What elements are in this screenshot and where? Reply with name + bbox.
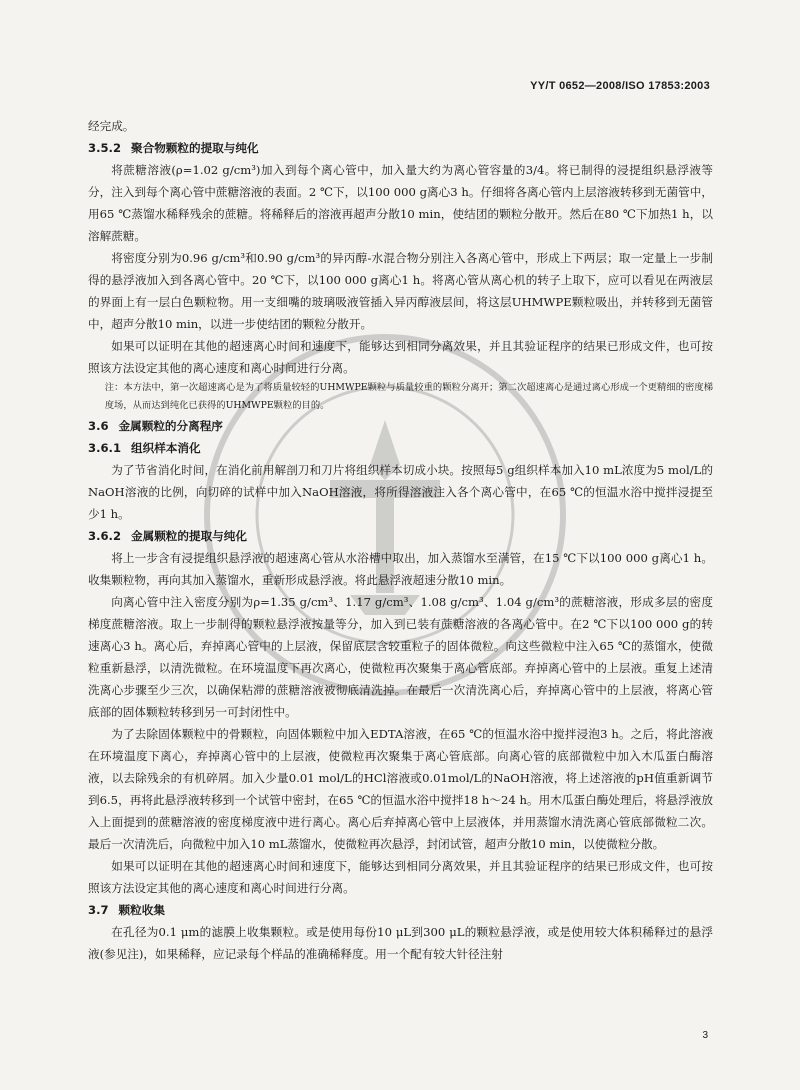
paragraph: 将上一步含有浸提组织悬浮液的超速离心管从水浴槽中取出，加入蒸馏水至满管，在15 ℃下以100 000 g离心1 h。收集颗粒物，再向其加入蒸馏水，重新形成悬浮液。将此悬浮液超速分散10 min。 [88, 551, 713, 587]
paragraph: 将蔗糖溶液(ρ=1.02 g/cm³)加入到每个离心管中，加入量大约为离心管容量的3/4。将已制得的浸提组织悬浮液等分，注入到每个离心管中蔗糖溶液的表面。2 ℃下，以100 000 g离心3 h。仔细将各离心管内上层溶液转移到无菌管中，用65 ℃蒸馏水稀释残余的蔗糖。将稀释后的溶液再超声分散10 min，使结团的颗粒分散开。然后在80 ℃下加热1 h，以溶解蔗糖。 [88, 163, 713, 243]
paragraph: 将密度分别为0.96 g/cm³和0.90 g/cm³的异丙醇-水混合物分别注入各离心管中，形成上下两层；取一定量上一步制得的悬浮液加入到各离心管中。20 ℃下，以100 000 g离心1 h。将离心管从离心机的转子上取下，应可以看见在两液层的界面上有一层白色颗粒物。用一支细嘴的玻璃吸液管插入异丙醇液层间，将这层UHMWPE颗粒吸出，并转移到无菌管中，超声分散10 min，以进一步使结团的颗粒分散开。 [88, 251, 713, 331]
section-number: 3.7 [88, 903, 109, 917]
section-title: 聚合物颗粒的提取与纯化 [131, 141, 259, 155]
section-number: 3.6 [88, 419, 109, 433]
section-heading-3-6-2 [88, 525, 713, 547]
section-title: 金属颗粒的分离程序 [118, 419, 223, 433]
section-heading-3-5-2 [88, 137, 713, 159]
paragraph: 如果可以证明在其他的超速离心时间和速度下，能够达到相同分离效果，并且其验证程序的结果已形成文件，也可按照该方法设定其他的离心速度和离心时间进行分离。 [88, 339, 713, 375]
section-number: 3.5.2 [88, 141, 122, 155]
section-number: 3.6.1 [88, 441, 122, 455]
section-heading-3-7 [88, 899, 713, 921]
paragraph: 为了节省消化时间，在消化前用解剖刀和刀片将组织样本切成小块。按照每5 g组织样本加入10 mL浓度为5 mol/L的NaOH溶液的比例，向切碎的试样中加入NaOH溶液，将所得溶液注入各个离心管中，在65 ℃的恒温水浴中搅拌浸提至少1 h。 [88, 463, 713, 521]
section-title: 组织样本消化 [131, 441, 201, 455]
paragraph: 向离心管中注入密度分别为ρ=1.35 g/cm³、1.17 g/cm³、1.08 g/cm³、1.04 g/cm³的蔗糖溶液，形成多层的密度梯度蔗糖溶液。取上一步制得的颗粒悬浮液按量等分，加入到已装有蔗糖溶液的各离心管中。在2 ℃下以100 000 g的转速离心3 h。离心后，弃掉离心管中的上层液，保留底层含较重粒子的固体微粒。向这些微粒中注入65 ℃的蒸馏水，使微粒重新悬浮，以清洗微粒。在环境温度下再次离心，使微粒再次聚集于离心管底部。弃掉离心管中的上层液。重复上述清洗离心步骤至少三次，以确保粘滞的蔗糖溶液被彻底清洗掉。在最后一次清洗离心后，弃掉离心管中的上层液，将离心管底部的固体颗粒转移到另一可封闭性中。 [88, 595, 713, 719]
paragraph: 为了去除固体颗粒中的骨颗粒，向固体颗粒中加入EDTA溶液，在65 ℃的恒温水浴中搅拌浸泡3 h。之后，将此溶液在环境温度下离心，弃掉离心管中的上层液，使微粒再次聚集于离心管底部。向离心管的底部微粒中加入木瓜蛋白酶溶液，以去除残余的有机碎屑。加入少量0.01 mol/L的HCl溶液或0.01mol/L的NaOH溶液，将上述溶液的pH值重新调节到6.5，再将此悬浮液转移到一个试管中密封，在65 ℃的恒温水浴中搅拌18 h～24 h。用木瓜蛋白酶处理后，将悬浮液放入上面提到的蔗糖溶液的密度梯度液中进行离心。离心后弃掉离心管中上层液体，并用蒸馏水清洗离心管底部微粒二次。最后一次清洗后，向微粒中加入10 mL蒸馏水，使微粒再次悬浮，封闭试管，超声分散10 min，以使微粒分散。 [88, 727, 713, 851]
section-title: 金属颗粒的提取与纯化 [131, 529, 247, 543]
page-number: 3 [702, 1030, 708, 1041]
standard-code-header: YY/T 0652—2008/ISO 17853:2003 [530, 80, 710, 92]
continuation-text: 经完成。 [88, 119, 135, 133]
paragraph: 如果可以证明在其他的超速离心时间和速度下，能够达到相同分离效果，并且其验证程序的结果已形成文件，也可按照该方法设定其他的离心速度和离心时间进行分离。 [88, 859, 713, 895]
section-heading-3-6 [88, 415, 713, 437]
document-body [88, 115, 713, 965]
section-number: 3.6.2 [88, 529, 122, 543]
note: 注：本方法中，第一次超速离心是为了将质量较轻的UHMWPE颗粒与质量较重的颗粒分离开；第二次超速离心是通过离心形成一个更精细的密度梯度场，从而达到纯化已获得的UHMWPE颗粒的目的。 [104, 382, 713, 411]
paragraph: 在孔径为0.1 μm的滤膜上收集颗粒。或是使用每份10 μL到300 μL的颗粒悬浮液，或是使用较大体积稀释过的悬浮液(参见注)，如果稀释，应记录每个样品的准确稀释度。用一个配有较大针径注射 [88, 925, 713, 961]
section-heading-3-6-1 [88, 437, 713, 459]
section-title: 颗粒收集 [118, 903, 165, 917]
